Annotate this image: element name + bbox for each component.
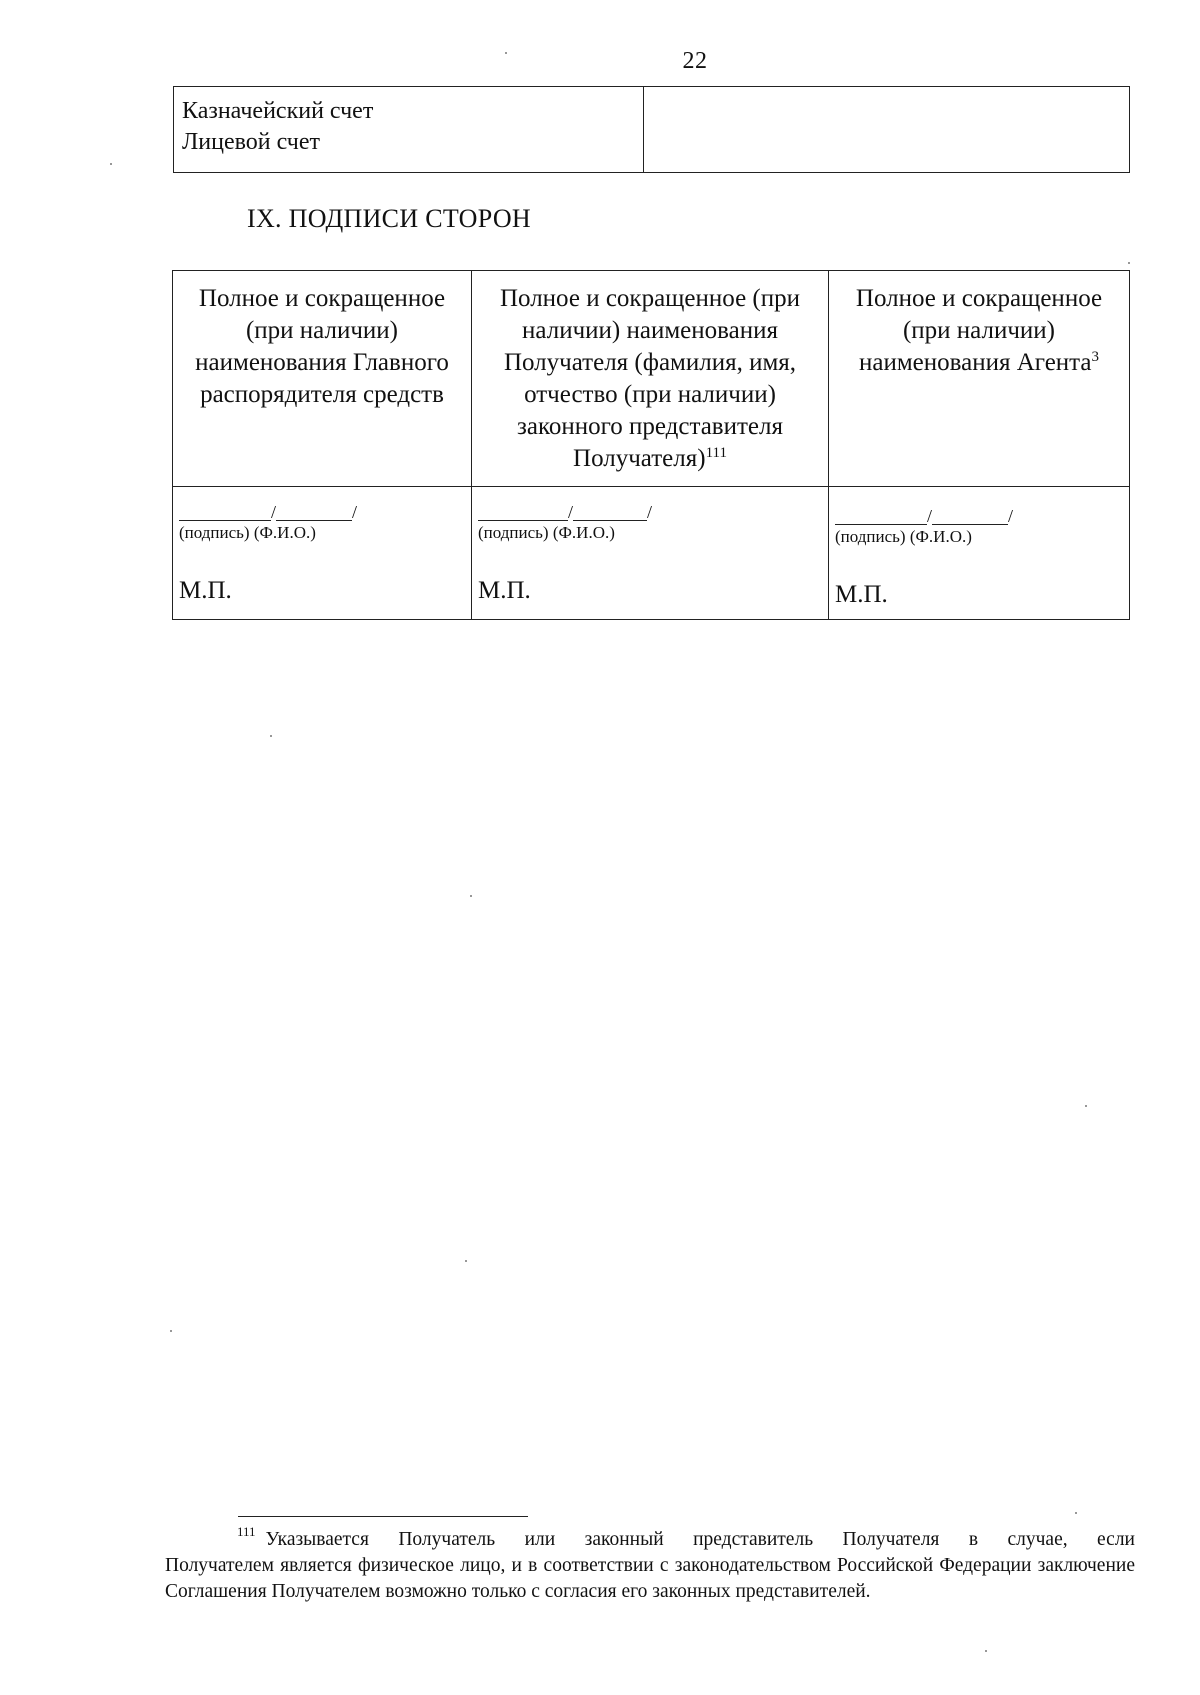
signatures-table bbox=[172, 270, 1130, 620]
signature-caption: (подпись) (Ф.И.О.) bbox=[835, 527, 972, 546]
column-header-text: Полное и сокращенное (при наличии) наименования Получателя (фамилия, имя, отчество (при наличии) законного представителя Получателя) bbox=[499, 285, 801, 472]
scan-speck bbox=[270, 735, 272, 737]
footnote-separator bbox=[238, 1516, 528, 1517]
header-divider bbox=[173, 486, 1129, 487]
signature-line: / / bbox=[835, 504, 1023, 522]
stamp-label: М.П. bbox=[179, 577, 232, 604]
column-header bbox=[476, 283, 824, 475]
scan-speck bbox=[110, 163, 112, 165]
stamp-label: М.П. bbox=[478, 577, 531, 604]
scan-speck bbox=[1085, 1105, 1087, 1107]
accounts-label-cell bbox=[174, 87, 644, 172]
signature-line: / / bbox=[478, 500, 666, 518]
scan-speck bbox=[1075, 1512, 1077, 1514]
scan-speck bbox=[1128, 262, 1130, 264]
footnote-marker: 111 bbox=[237, 1524, 256, 1539]
scan-speck bbox=[470, 895, 472, 897]
page-number: 22 bbox=[682, 48, 708, 74]
scan-speck bbox=[465, 1260, 467, 1262]
signature-caption: (подпись) (Ф.И.О.) bbox=[478, 523, 615, 542]
signature-line: / / bbox=[179, 500, 367, 518]
stamp-label: М.П. bbox=[835, 581, 888, 608]
column-header bbox=[177, 283, 467, 411]
footnote-first-line-text: Указывается Получатель или законный представитель Получателя в случае, если bbox=[265, 1529, 1135, 1550]
footnote-reference: 3 bbox=[1091, 349, 1099, 365]
scan-speck bbox=[985, 1650, 987, 1652]
accounts-table bbox=[173, 86, 1130, 173]
signature-column-recipient bbox=[472, 271, 829, 619]
column-header bbox=[833, 283, 1125, 379]
section-title: IX. ПОДПИСИ СТОРОН bbox=[247, 204, 531, 233]
column-header-text: Полное и сокращенное (при наличии) наименования Агента bbox=[855, 285, 1103, 376]
treasury-account-label: Казначейский счет bbox=[182, 98, 374, 124]
column-header-text: Полное и сокращенное (при наличии) наименования Главного распорядителя средств bbox=[195, 285, 449, 408]
scan-speck bbox=[170, 1330, 172, 1332]
signature-column-agent bbox=[829, 271, 1129, 619]
footnote-reference: 111 bbox=[705, 445, 727, 461]
signature-column-main-distributor bbox=[173, 271, 472, 619]
signature-caption: (подпись) (Ф.И.О.) bbox=[179, 523, 316, 542]
personal-account-label: Лицевой счет bbox=[182, 129, 321, 155]
footnote-first-line bbox=[165, 1524, 1135, 1553]
footnote-body: Получателем является физическое лицо, и в соответствии с законодательством Российской Федерации заключение Соглашения Получателем возможно только с согласия его законных представителей. bbox=[165, 1555, 1135, 1602]
scan-speck bbox=[505, 52, 507, 54]
accounts-value-cell bbox=[644, 87, 1129, 172]
footnote bbox=[165, 1524, 1135, 1605]
